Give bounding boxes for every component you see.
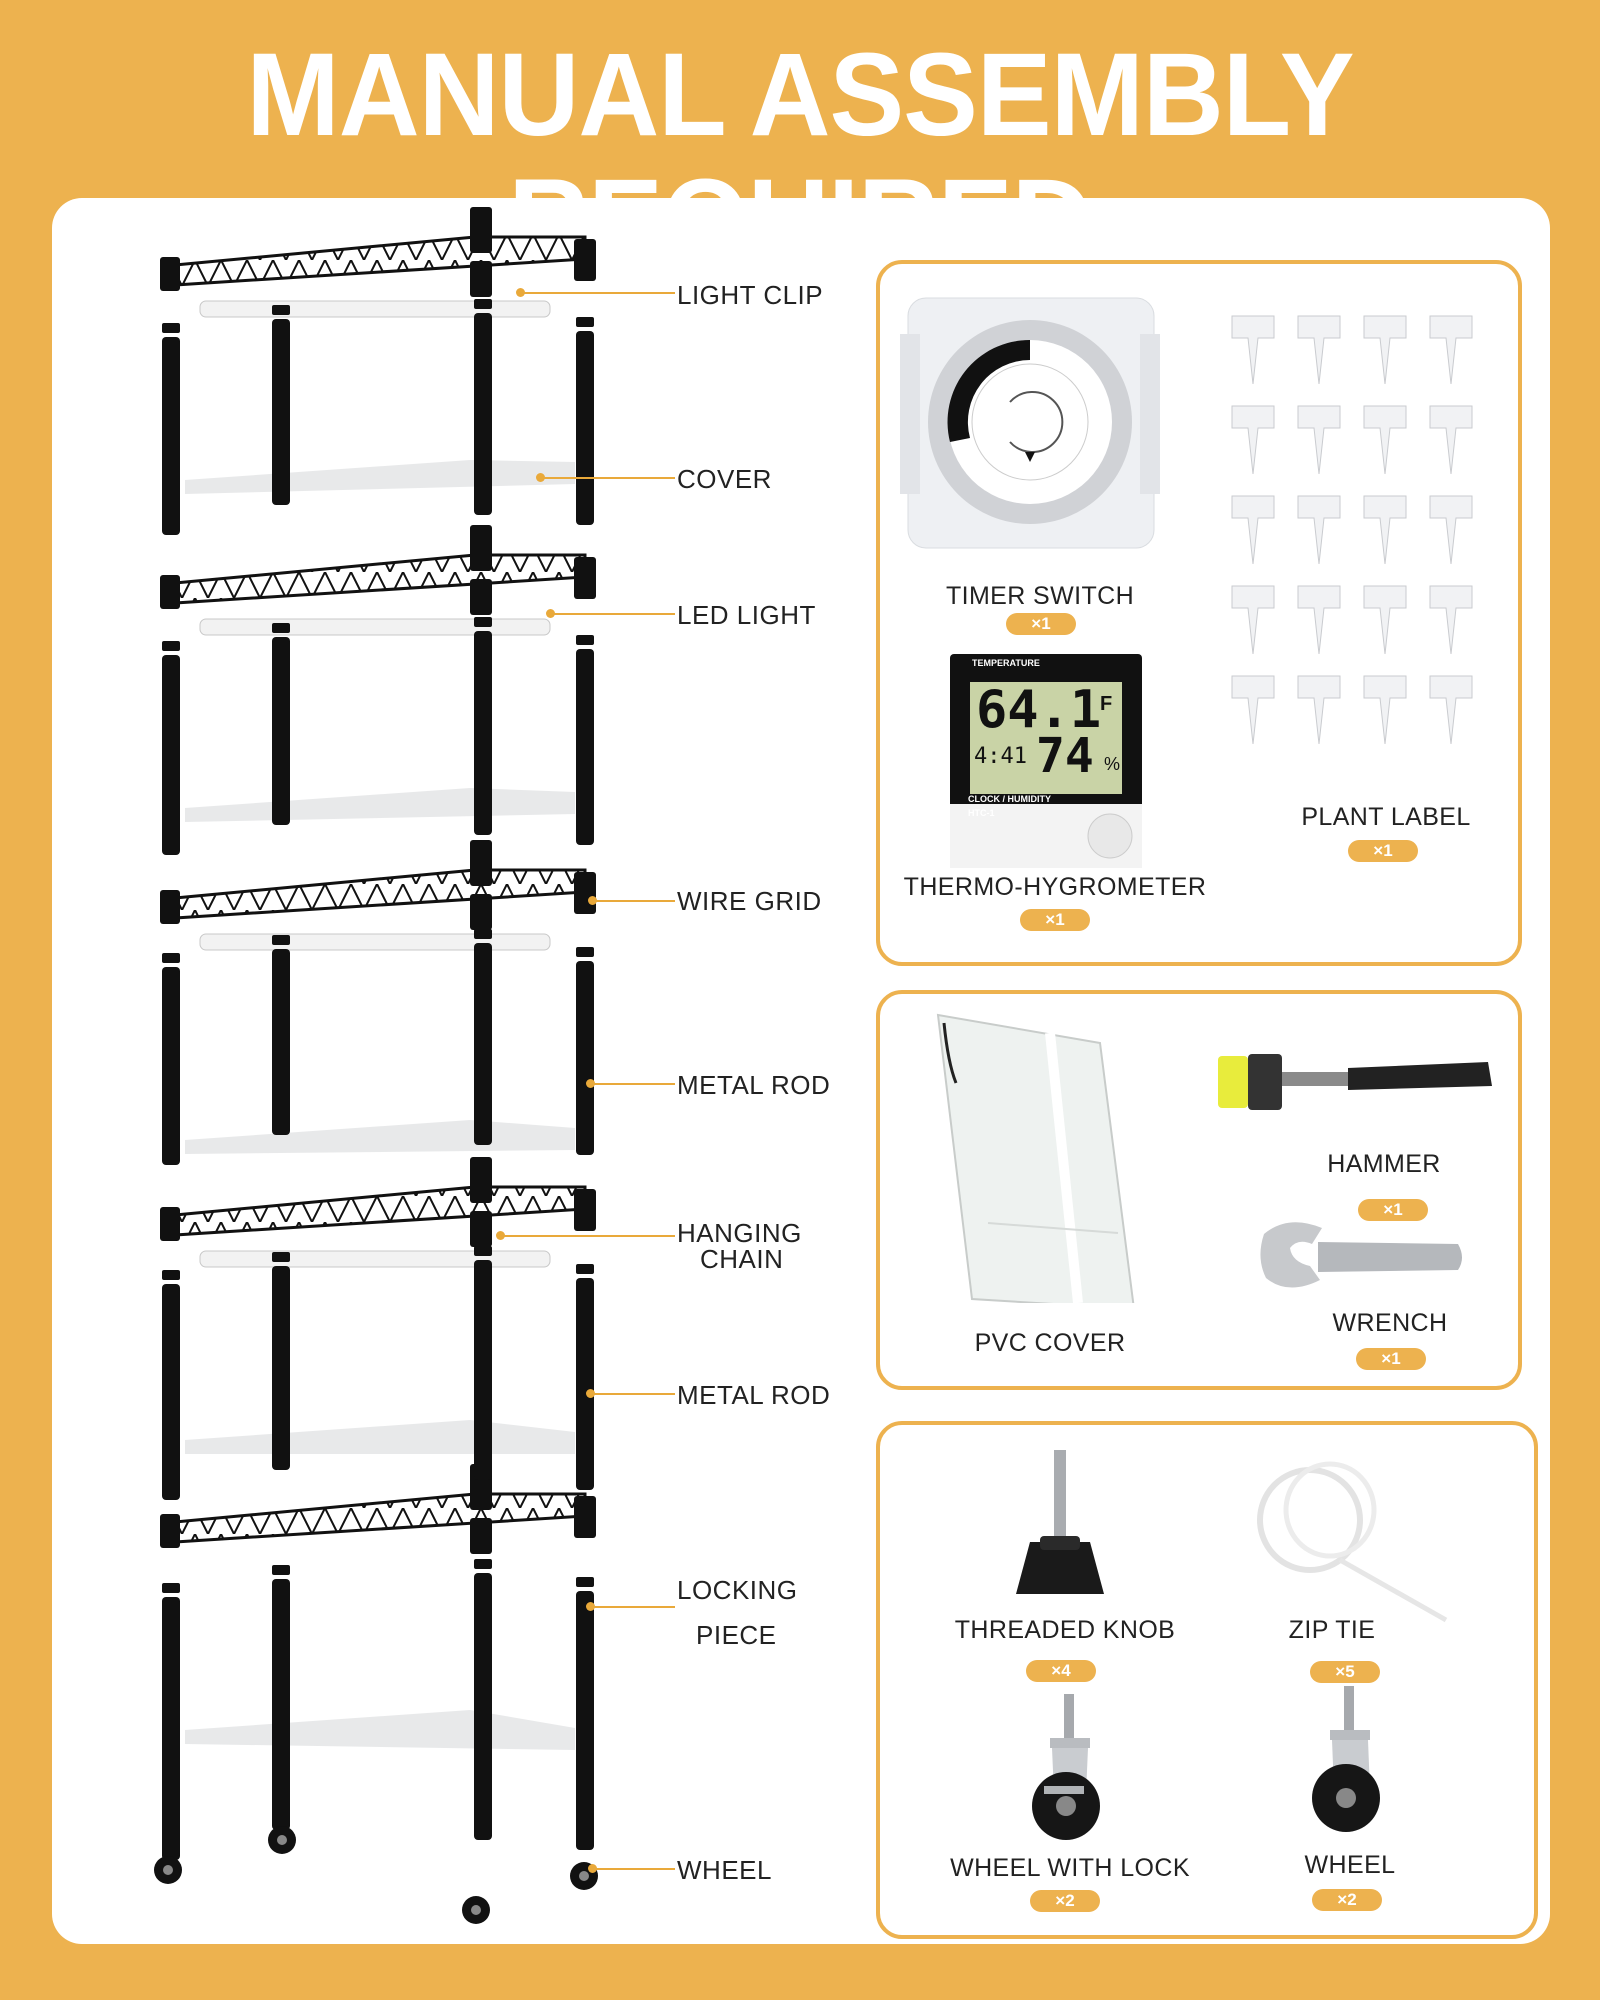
shelf-corner-post — [470, 261, 492, 297]
wire-grid-shelf — [175, 870, 585, 918]
zip-tie-image — [1250, 1460, 1450, 1630]
item-name-threaded-knob: THREADED KNOB — [954, 1616, 1176, 1644]
shelf-cover-panel — [185, 1120, 575, 1154]
caster-hub — [163, 1865, 173, 1875]
item-name-timer-switch: TIMER SWITCH — [945, 582, 1135, 610]
leader-line — [590, 1083, 675, 1085]
shelf-corner-post — [470, 1211, 492, 1247]
plant-label-tag — [1364, 406, 1406, 474]
shelf-corner-post — [160, 1207, 180, 1241]
locking-piece — [474, 1559, 492, 1569]
hygrometer-humidity: 74 — [1036, 728, 1094, 784]
metal-rod — [576, 1278, 594, 1490]
locking-piece — [576, 635, 594, 645]
shelf-corner-post — [574, 1189, 596, 1231]
part-label-metal-rod: METAL ROD — [677, 1380, 831, 1410]
plant-label-tag — [1430, 406, 1472, 474]
wire-grid-shelf — [175, 237, 585, 285]
hygrometer-percent: % — [1104, 754, 1121, 774]
shelf-cover-panel — [185, 1420, 575, 1454]
shelf-corner-post — [470, 1157, 492, 1203]
metal-rod — [576, 1591, 594, 1850]
plant-label-tag — [1364, 676, 1406, 744]
metal-rod — [474, 631, 492, 835]
shelf-corner-post — [160, 575, 180, 609]
leader-dot — [496, 1231, 505, 1240]
hammer-image — [1208, 1042, 1498, 1142]
item-name-wrench: WRENCH — [1332, 1309, 1448, 1337]
hygrometer-brand-top: TEMPERATURE — [972, 658, 1040, 668]
qty-badge-threaded-knob: ×4 — [1026, 1660, 1096, 1682]
leader-line — [520, 292, 675, 294]
part-label-led-light: LED LIGHT — [677, 600, 816, 630]
qty-badge-zip-tie: ×5 — [1310, 1661, 1380, 1683]
wire-grid-shelf — [175, 1494, 585, 1542]
wire-grid-shelf — [175, 555, 585, 603]
leader-line — [592, 900, 675, 902]
metal-rod — [272, 1579, 290, 1830]
shelf-corner-post — [470, 840, 492, 886]
locking-piece — [576, 317, 594, 327]
caster-hub — [471, 1905, 481, 1915]
plant-label-tag — [1232, 496, 1274, 564]
locking-piece — [272, 1565, 290, 1575]
leader-dot — [536, 473, 545, 482]
shelf-corner-post — [470, 525, 492, 571]
shelf-cover-panel — [185, 460, 575, 494]
shelf-cover-panel — [185, 788, 575, 822]
metal-rod — [474, 313, 492, 515]
qty-badge-plant-label: ×1 — [1348, 840, 1418, 862]
plant-label-tag — [1298, 676, 1340, 744]
metal-rod — [162, 1597, 180, 1860]
shelf-cover-panel — [185, 1710, 575, 1750]
wire-grid-shelf — [175, 1187, 585, 1235]
leader-dot — [588, 896, 597, 905]
hygrometer-model: HTC-1 — [968, 808, 995, 818]
leader-dot — [586, 1389, 595, 1398]
caster-hub — [579, 1871, 589, 1881]
plant-label-tag — [1232, 316, 1274, 384]
shelf-corner-post — [470, 579, 492, 615]
qty-badge-wheel-with-lock: ×2 — [1030, 1890, 1100, 1912]
leader-dot — [588, 1864, 597, 1873]
caster-hub — [277, 1835, 287, 1845]
leader-line — [592, 1868, 675, 1870]
item-name-pvc-cover: PVC COVER — [974, 1329, 1126, 1357]
item-name-wheel-with-lock: WHEEL WITH LOCK — [950, 1854, 1190, 1882]
locking-piece — [474, 929, 492, 939]
qty-badge-wrench: ×1 — [1356, 1348, 1426, 1370]
shelf-corner-post — [470, 894, 492, 930]
shelf-corner-post — [574, 239, 596, 281]
plant-label-tag — [1298, 406, 1340, 474]
plant-label-tag — [1364, 586, 1406, 654]
leader-dot — [586, 1079, 595, 1088]
timer-switch-image — [900, 292, 1160, 554]
part-label-chain: CHAIN — [700, 1244, 784, 1274]
metal-rod — [576, 961, 594, 1155]
leader-dot — [586, 1602, 595, 1611]
metal-rod — [474, 1573, 492, 1840]
locking-piece — [272, 1252, 290, 1262]
locking-piece — [474, 1246, 492, 1256]
qty-badge-timer-switch: ×1 — [1006, 613, 1076, 635]
part-label-piece: PIECE — [696, 1620, 777, 1650]
metal-rod — [576, 649, 594, 845]
locking-piece — [272, 305, 290, 315]
metal-rod — [272, 949, 290, 1135]
locking-piece — [162, 1583, 180, 1593]
plant-label-tag — [1232, 676, 1274, 744]
leader-line — [590, 1606, 675, 1608]
shelf-corner-post — [160, 1514, 180, 1548]
metal-rod — [576, 331, 594, 525]
pvc-cover-image — [928, 1003, 1138, 1303]
plant-labels-image — [1228, 312, 1488, 772]
part-label-hanging: HANGING — [677, 1218, 802, 1248]
led-light-bar — [200, 934, 550, 950]
wheel-image — [1290, 1686, 1410, 1836]
shelf-corner-post — [574, 872, 596, 914]
item-name-plant-label: PLANT LABEL — [1301, 803, 1471, 831]
plant-label-tag — [1232, 586, 1274, 654]
item-name-zip-tie: ZIP TIE — [1288, 1616, 1376, 1644]
plant-label-tag — [1298, 586, 1340, 654]
shelf-corner-post — [470, 1518, 492, 1554]
qty-badge-hammer: ×1 — [1358, 1199, 1428, 1221]
locking-piece — [162, 1270, 180, 1280]
metal-rod — [162, 337, 180, 535]
hygrometer-unit: F — [1100, 693, 1113, 715]
part-label-cover: COVER — [677, 464, 772, 494]
locking-piece — [474, 299, 492, 309]
leader-dot — [546, 609, 555, 618]
metal-rod — [474, 1260, 492, 1480]
hygrometer-small-reading: 4:41 — [974, 744, 1027, 769]
locking-piece — [576, 1264, 594, 1274]
locking-piece — [272, 935, 290, 945]
locking-piece — [474, 617, 492, 627]
metal-rod — [162, 967, 180, 1165]
locking-piece — [162, 641, 180, 651]
locking-piece — [272, 623, 290, 633]
plant-label-tag — [1232, 406, 1274, 474]
wheel-with-lock-image — [1010, 1694, 1130, 1844]
part-label-locking: LOCKING — [677, 1575, 798, 1605]
threaded-knob-image — [1000, 1444, 1120, 1614]
part-label-light-clip: LIGHT CLIP — [677, 280, 824, 310]
item-name-hammer: HAMMER — [1327, 1150, 1441, 1178]
plant-label-tag — [1298, 316, 1340, 384]
item-name-thermo-hygrometer: THERMO-HYGROMETER — [903, 873, 1207, 901]
part-label-wheel: WHEEL — [677, 1855, 772, 1885]
page-title: MANUAL ASSEMBLY — [246, 28, 1354, 161]
qty-badge-thermo-hygrometer: ×1 — [1020, 909, 1090, 931]
metal-rod — [272, 1266, 290, 1470]
leader-line — [550, 613, 675, 615]
plant-label-tag — [1430, 496, 1472, 564]
locking-piece — [162, 323, 180, 333]
leader-line — [590, 1393, 675, 1395]
metal-rod — [272, 637, 290, 825]
plant-label-tag — [1430, 586, 1472, 654]
led-light-bar — [200, 301, 550, 317]
leader-line — [540, 477, 675, 479]
hygrometer-brand-bottom: CLOCK / HUMIDITY — [968, 794, 1051, 804]
plant-label-tag — [1364, 496, 1406, 564]
plant-label-tag — [1430, 676, 1472, 744]
qty-badge-wheel: ×2 — [1312, 1889, 1382, 1911]
led-light-bar — [200, 619, 550, 635]
leader-line — [500, 1235, 675, 1237]
locking-piece — [162, 953, 180, 963]
plant-label-tag — [1430, 316, 1472, 384]
leader-dot — [516, 288, 525, 297]
shelf-corner-post — [160, 890, 180, 924]
led-light-bar — [200, 1251, 550, 1267]
metal-rod — [162, 1284, 180, 1500]
shelf-corner-post — [470, 207, 492, 253]
hygrometer-temperature: 64.1 — [976, 680, 1102, 740]
item-name-wheel: WHEEL — [1304, 1851, 1396, 1879]
metal-rod — [272, 319, 290, 505]
shelf-corner-post — [574, 1496, 596, 1538]
shelf-corner-post — [574, 557, 596, 599]
plant-label-tag — [1298, 496, 1340, 564]
locking-piece — [576, 1577, 594, 1587]
wrench-image — [1258, 1214, 1468, 1304]
locking-piece — [576, 947, 594, 957]
plant-label-tag — [1364, 316, 1406, 384]
shelf-corner-post — [160, 257, 180, 291]
metal-rod — [474, 943, 492, 1145]
part-label-wire-grid: WIRE GRID — [677, 886, 822, 916]
metal-rod — [162, 655, 180, 855]
part-label-metal-rod: METAL ROD — [677, 1070, 831, 1100]
